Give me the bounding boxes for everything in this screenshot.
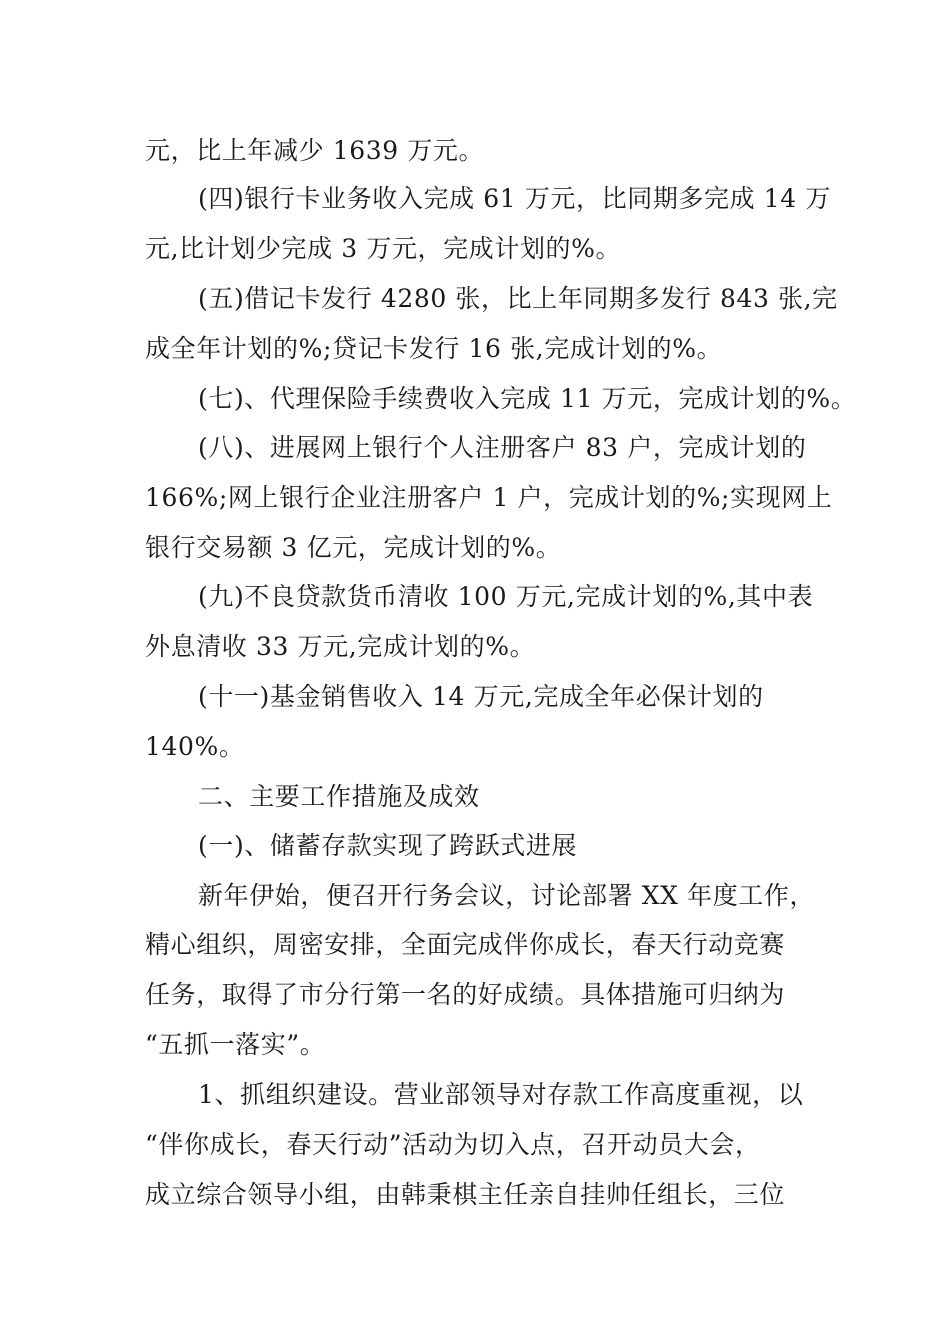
- text-line: 166%;网上银行企业注册客户 1 户，完成计划的%;实现网上: [145, 483, 833, 512]
- text-line: 银行交易额 3 亿元，完成计划的%。: [145, 533, 562, 562]
- text-line: (九)不良贷款货币清收 100 万元,完成计划的%,其中表: [198, 582, 814, 611]
- text-line: 元,比计划少完成 3 万元，完成计划的%。: [145, 234, 622, 263]
- text-line: 140%。: [145, 732, 245, 761]
- text-line: 元，比上年减少 1639 万元。: [145, 136, 485, 165]
- text-line: (五)借记卡发行 4280 张，比上年同期多发行 843 张,完: [198, 284, 838, 313]
- text-line: “伴你成长，春天行动”活动为切入点，召开动员大会，: [145, 1130, 761, 1159]
- text-line: 新年伊始，便召开行务会议，讨论部署 XX 年度工作，: [198, 881, 816, 910]
- text-line: 任务，取得了市分行第一名的好成绩。具体措施可归纳为: [145, 980, 786, 1009]
- text-line: (八)、进展网上银行个人注册客户 83 户，完成计划的: [198, 433, 807, 462]
- text-line: (十一)基金销售收入 14 万元,完成全年必保计划的: [198, 682, 764, 711]
- text-line: 外息清收 33 万元,完成计划的%。: [145, 632, 536, 661]
- text-line: (四)银行卡业务收入完成 61 万元，比同期多完成 14 万: [198, 184, 831, 213]
- text-line: 成全年计划的%;贷记卡发行 16 张,完成计划的%。: [145, 334, 723, 363]
- text-line: (七)、代理保险手续费收入完成 11 万元，完成计划的%。: [198, 384, 857, 413]
- section-heading: 二、主要工作措施及成效: [198, 782, 480, 811]
- text-line: 精心组织，周密安排，全面完成伴你成长，春天行动竞赛: [145, 930, 786, 959]
- text-line: 成立综合领导小组，由韩秉棋主任亲自挂帅任组长，三位: [145, 1180, 786, 1209]
- subsection-heading: (一)、储蓄存款实现了跨跃式进展: [198, 831, 578, 860]
- text-line: “五抓一落实”。: [145, 1030, 326, 1059]
- text-line: 1、抓组织建设。营业部领导对存款工作高度重视，以: [198, 1080, 804, 1109]
